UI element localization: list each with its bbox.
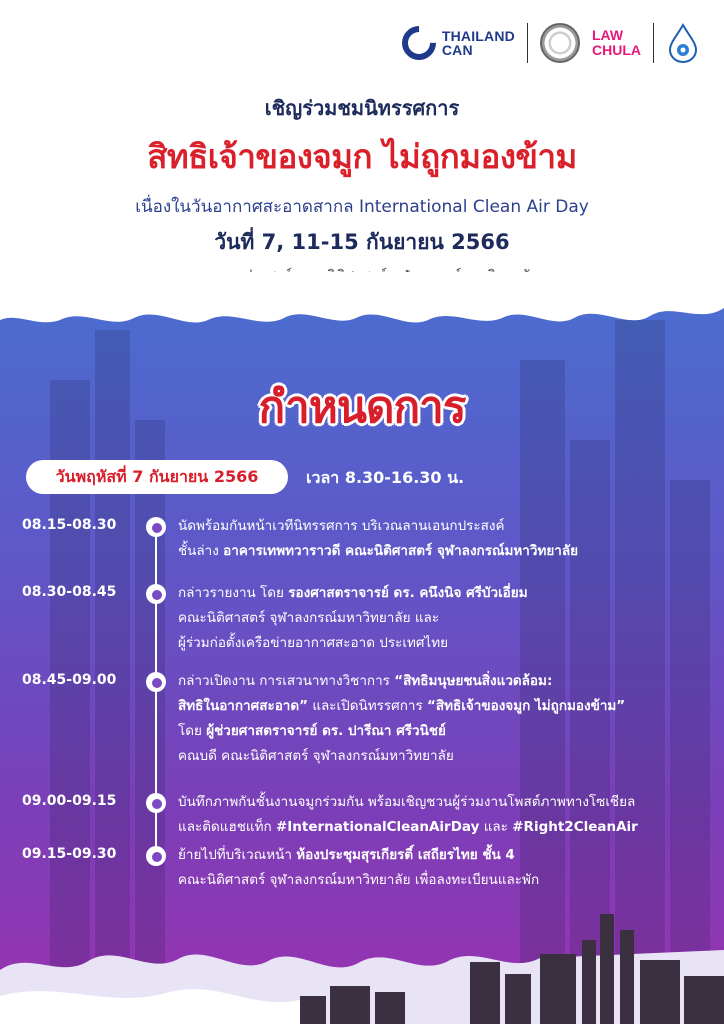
emphasis-text: #InternationalCleanAirDay	[275, 819, 480, 835]
timeline-dot-icon	[146, 793, 166, 813]
description-text: โดย	[178, 723, 207, 739]
description-text: นัดพร้อมกันหน้าเวทีนิทรรศการ บริเวณลานเอนกประสงค์	[178, 518, 505, 534]
emphasis-text: “สิทธิเจ้าของจมูก ไม่ถูกมองข้าม”	[427, 698, 626, 714]
cloud-border-top	[0, 272, 724, 332]
schedule-item-description	[178, 517, 708, 567]
description-text: ผู้ร่วมก่อตั้งเครือข่ายอากาศสะอาด ประเทศไทย	[178, 635, 449, 651]
law-chula-word-1: LAW	[592, 27, 624, 43]
skyline-silhouette	[0, 900, 724, 1024]
thailand-can-mark-icon	[395, 19, 443, 67]
emphasis-text: #Right2CleanAir	[512, 819, 638, 835]
description-text: และเปิดนิทรรศการ	[308, 698, 427, 714]
program-title: กำหนดการ	[258, 382, 466, 433]
schedule-item-description	[178, 584, 708, 659]
thailand-can-logo	[402, 26, 515, 60]
timeline-dot-icon	[146, 584, 166, 604]
event-dates: วันที่ 7, 11-15 กันยายน 2566	[214, 230, 510, 254]
description-line	[178, 865, 708, 896]
description-line	[178, 812, 708, 843]
partner-logos	[402, 20, 700, 66]
poster-header	[0, 92, 724, 287]
occasion-line: เนื่องในวันอากาศสะอาดสากล International Clean Air Day	[135, 197, 589, 217]
description-text: คณบดี คณะนิติศาสตร์ จุฬาลงกรณ์มหาวิทยาลัย	[178, 748, 454, 764]
chula-law-seal-icon	[540, 23, 580, 63]
description-text: กล่าวรายงาน โดย	[178, 585, 289, 601]
description-text: บันทึกภาพกันชั้นงานจมูกร่วมกัน พร้อมเชิญชวนผู้ร่วมงานโพสต์ภาพทางโซเชียล	[178, 794, 636, 810]
description-line	[178, 536, 708, 567]
emphasis-text: ห้องประชุมสุรเกียรติ์ เสถียรไทย ชั้น 4	[296, 847, 515, 863]
invite-line: เชิญร่วมชมนิทรรศการ	[264, 96, 460, 120]
logo-divider	[653, 23, 654, 63]
schedule-item-time: 08.15-08.30	[22, 517, 117, 533]
description-text: และติดแฮชแท็ก	[178, 819, 276, 835]
exhibition-title: สิทธิเจ้าของจมูก ไม่ถูกมองข้าม	[147, 137, 577, 176]
schedule-item-description	[178, 793, 708, 843]
description-text: กล่าวเปิดงาน การเสวนาทางวิชาการ	[178, 673, 395, 689]
law-chula-logo	[592, 28, 641, 58]
thailand-can-word-1: THAILAND	[441, 28, 515, 44]
water-drop-logo-icon	[666, 23, 700, 63]
description-text: ชั้นล่าง	[178, 543, 224, 559]
description-text: คณะนิติศาสตร์ จุฬาลงกรณ์มหาวิทยาลัย เพื่อลงทะเบียนและพัก	[178, 872, 540, 888]
schedule-item-description	[178, 672, 708, 772]
timeline-line	[155, 526, 157, 864]
emphasis-text: “สิทธิมนุษยชนสิ่งแวดล้อม:	[394, 673, 553, 689]
law-chula-word-2: CHULA	[592, 42, 641, 58]
logo-divider	[527, 23, 528, 63]
description-line	[178, 741, 708, 772]
description-line	[178, 628, 708, 659]
description-text: ย้ายไปที่บริเวณหน้า	[178, 847, 297, 863]
schedule-item-time: 08.30-08.45	[22, 584, 117, 600]
description-text: คณะนิติศาสตร์ จุฬาลงกรณ์มหาวิทยาลัย และ	[178, 610, 440, 626]
emphasis-text: รองศาสตราจารย์ ดร. คนึงนิจ ศรีบัวเอี่ยม	[288, 585, 528, 601]
emphasis-text: อาคารเทพทวาราวดี คณะนิติศาสตร์ จุฬาลงกรณ์มหาวิทยาลัย	[223, 543, 579, 559]
description-text: และ	[479, 819, 513, 835]
schedule-item-description	[178, 846, 708, 896]
schedule-item-time: 09.00-09.15	[22, 793, 117, 809]
emphasis-text: สิทธิในอากาศสะอาด”	[178, 698, 309, 714]
emphasis-text: ผู้ช่วยศาสตราจารย์ ดร. ปารีณา ศรีวนิชย์	[206, 723, 446, 739]
timeline-dot-icon	[146, 517, 166, 537]
schedule-item-time: 09.15-09.30	[22, 846, 117, 862]
schedule-day-badge: วันพฤหัสที่ 7 กันยายน 2566	[26, 460, 288, 494]
schedule-item-time: 08.45-09.00	[22, 672, 117, 688]
timeline-dot-icon	[146, 846, 166, 866]
schedule-day-time: เวลา 8.30-16.30 น.	[306, 468, 465, 487]
timeline-dot-icon	[146, 672, 166, 692]
thailand-can-word-2: CAN	[441, 42, 473, 58]
